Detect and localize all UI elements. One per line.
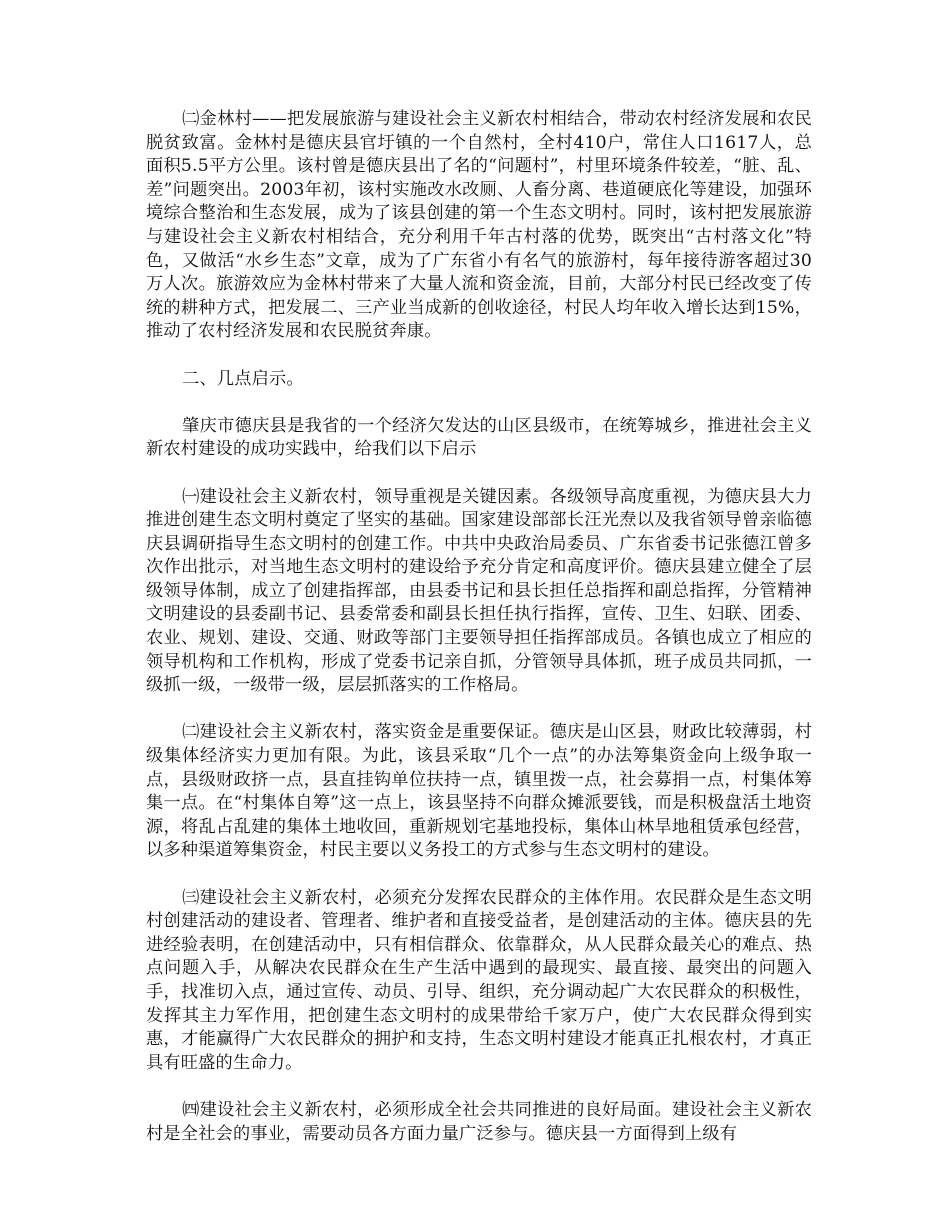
section-heading-insights: 二、几点启示。 [182, 368, 304, 389]
document-page [146, 108, 812, 1170]
paragraph-jinlin-village: ㈡金林村——把发展旅游与建设社会主义新农村相结合，带动农村经济发展和农民脱贫致富。金林村是德庆县官圩镇的一个自然村，全村410户，常住人口1617人，总面积5.5平方公里。该村曾是德庆县出了名的“问题村”，村里环境条件较差，“脏、乱、差”问题突出。2003年初，该村实施改水改厕、人畜分离、巷道硬底化等建设，加强环境综合整治和生态发展，成为了该县创建的第一个生态文明村。同时，该村把发展旅游与建设社会主义新农村相结合，充分利用千年古村落的优势，既突出“古村落文化”特色，又做活“水乡生态”文章，成为了广东省小有名气的旅游村，每年接待游客超过30万人次。旅游效应为金林村带来了大量人流和资金流，目前，大部分村民已经改变了传统的耕种方式，把发展二、三产业当成新的创收途径，村民人均年收入增长达到15%，推动了农村经济发展和农民脱贫奔康。 [146, 109, 812, 342]
paragraph-insight-leadership: ㈠建设社会主义新农村，领导重视是关键因素。各级领导高度重视，为德庆县大力推进创建生态文明村奠定了坚实的基础。国家建设部部长汪光焘以及我省领导曾亲临德庆县调研指导生态文明村的创建工作。中共中央政治局委员、广东省委书记张德江曾多次作出批示，对当地生态文明村的建设给予充分肯定和高度评价。德庆县建立健全了层级领导体制，成立了创建指挥部，由县委书记和县长担任总指挥和副总指挥，分管精神文明建设的县委副书记、县委常委和副县长担任执行指挥，宣传、卫生、妇联、团委、农业、规划、建设、交通、财政等部门主要领导担任指挥部成员。各镇也成立了相应的领导机构和工作机构，形成了党委书记亲自抓，分管领导具体抓，班子成员共同抓，一级抓一级，一级带一级，层层抓落实的工作格局。 [146, 486, 812, 696]
paragraph-insight-funding: ㈡建设社会主义新农村，落实资金是重要保证。德庆是山区县，财政比较薄弱，村级集体经济实力更加有限。为此，该县采取“几个一点”的办法筹集资金向上级争取一点，县级财政挤一点，县直挂钩单位扶持一点，镇里拨一点，社会募捐一点，村集体筹集一点。在“村集体自筹”这一点上，该县坚持不向群众摊派要钱，而是积极盘活土地资源，将乱占乱建的集体土地收回，重新规划宅基地投标，集体山林旱地租赁承包经营，以多种渠道筹集资金，村民主要以义务投工的方式参与生态文明村的建设。 [146, 722, 812, 861]
paragraph-intro-insights: 肇庆市德庆县是我省的一个经济欠发达的山区县级市，在统筹城乡，推进社会主义新农村建设的成功实践中，给我们以下启示 [146, 415, 812, 460]
paragraph-insight-farmers: ㈢建设社会主义新农村，必须充分发挥农民群众的主体作用。农民群众是生态文明村创建活动的建设者、管理者、维护者和直接受益者，是创建活动的主体。德庆县的先进经验表明，在创建活动中，只有相信群众、依靠群众，从人民群众最关心的难点、热点问题入手，从解决农民群众在生产生活中遇到的最现实、最直接、最突出的问题入手，找准切入点，通过宣传、动员、引导、组织，充分调动起广大农民群众的积极性，发挥其主力军作用，把创建生态文明村的成果带给千家万户，使广大农民群众得到实惠，才能赢得广大农民群众的拥护和支持，生态文明村建设才能真正扎根农村，才真正具有旺盛的生命力。 [146, 887, 812, 1073]
paragraph-insight-society: ㈣建设社会主义新农村，必须形成全社会共同推进的良好局面。建设社会主义新农村是全社会的事业，需要动员各方面力量广泛参与。德庆县一方面得到上级有 [146, 1099, 812, 1144]
